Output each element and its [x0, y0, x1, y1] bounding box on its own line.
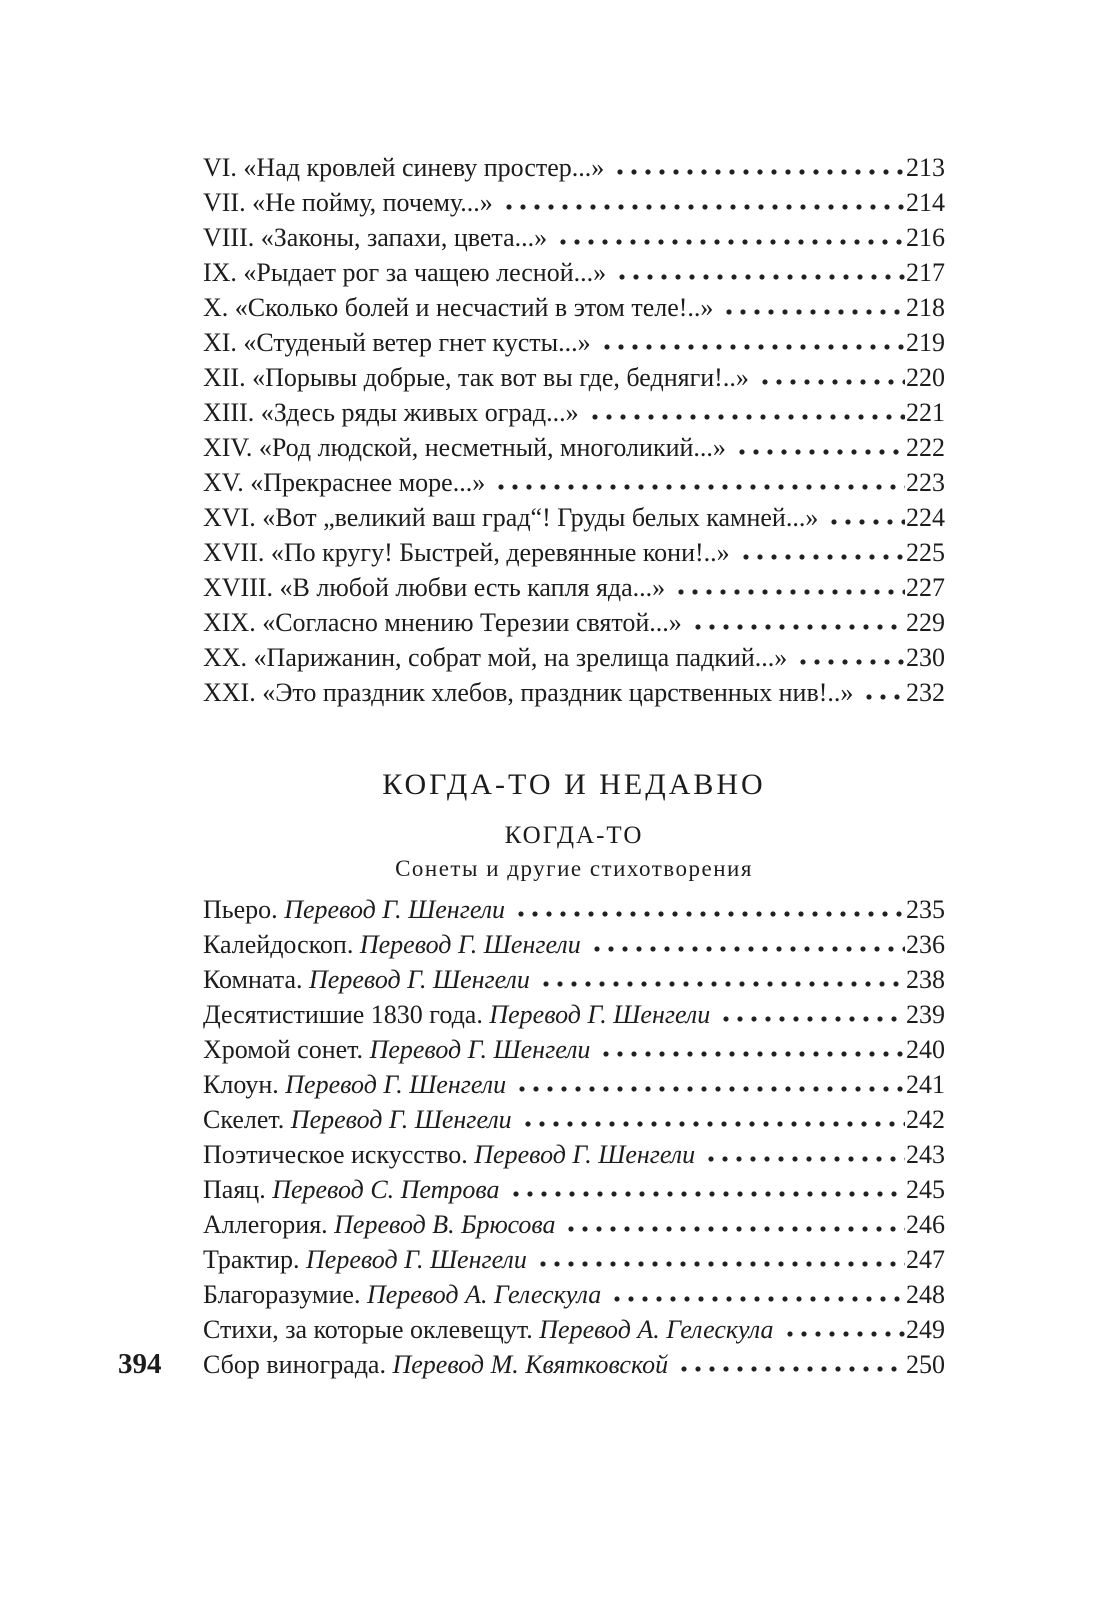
dot-leader [562, 1214, 905, 1233]
toc-entry [203, 962, 945, 997]
dot-leader [554, 227, 905, 246]
toc-entry [203, 430, 945, 465]
toc-entry-page: 224 [906, 503, 945, 532]
toc-entry-translator: Перевод А. Гелескула [360, 1280, 602, 1309]
toc-entry-page: 227 [906, 573, 945, 602]
dot-leader [825, 507, 905, 526]
dot-leader [672, 577, 905, 596]
dot-leader [689, 612, 905, 631]
dot-leader [720, 297, 905, 316]
dot-leader [513, 1074, 905, 1093]
toc-entry-page: 218 [906, 293, 945, 322]
section-heading: КОГДА-ТО И НЕДАВНО [382, 768, 766, 801]
dot-leader [507, 1179, 905, 1198]
dot-leader [794, 647, 905, 666]
toc-entry [203, 185, 945, 220]
toc-entry [203, 997, 945, 1032]
dot-leader [537, 969, 905, 988]
toc-entry-title: Скелет. Перевод Г. Шенгели [203, 1105, 512, 1134]
toc-entry [203, 640, 945, 675]
toc-entry [203, 1207, 945, 1242]
toc-entry [203, 255, 945, 290]
toc-entry-translator: Перевод С. Петрова [265, 1175, 500, 1204]
toc-entry-title: Стихи, за которые оклевещут. Перевод А. Гелескула [203, 1315, 774, 1344]
toc-entry-page: 221 [906, 398, 945, 427]
toc-entry-page: 217 [906, 258, 945, 287]
toc-entry-title: Трактир. Перевод Г. Шенгели [203, 1245, 527, 1274]
dot-leader [733, 437, 905, 456]
toc-entry-title: Аллегория. Перевод В. Брюсова [203, 1210, 556, 1239]
toc-entry-title: XVI. «Вот „великий ваш град“! Груды белых камней...» [203, 503, 819, 532]
toc-entry-page: 236 [906, 930, 945, 959]
toc-entry-page: 247 [906, 1245, 945, 1274]
dot-leader [492, 472, 905, 491]
dot-leader [737, 542, 905, 561]
toc-entry-translator: Перевод Г. Шенгели [353, 930, 581, 959]
toc-entry-title: Комната. Перевод Г. Шенгели [203, 965, 530, 994]
toc-entry [203, 1242, 945, 1277]
toc-entry-page: 240 [906, 1035, 945, 1064]
toc-entry-title: Десятистишие 1830 года. Перевод Г. Шенгели [203, 1000, 711, 1029]
toc-entry-title: XV. «Прекраснее море...» [203, 468, 486, 497]
toc-entry-title: Поэтическое искусство. Перевод Г. Шенгели [203, 1140, 696, 1169]
toc-entry-title: Клоун. Перевод Г. Шенгели [203, 1070, 507, 1099]
toc-entry-translator: Перевод Г. Шенгели [278, 1070, 507, 1099]
dot-leader [519, 1109, 905, 1128]
toc-entry [203, 1137, 945, 1172]
dot-leader [598, 332, 905, 351]
toc-entry [203, 1277, 945, 1312]
dot-leader [675, 1354, 905, 1373]
dot-leader [588, 934, 905, 953]
toc-entry-translator: Перевод А. Гелескула [532, 1315, 774, 1344]
toc-entry-page: 216 [906, 223, 945, 252]
dot-leader [860, 682, 905, 701]
toc-entry [203, 1172, 945, 1207]
toc-entry-title: X. «Сколько болей и несчастий в этом теле!..» [203, 293, 714, 322]
toc-entry-title: Калейдоскоп. Перевод Г. Шенгели [203, 930, 581, 959]
toc-entry-title: XX. «Парижанин, собрат мой, на зрелища падкий...» [203, 643, 788, 672]
toc-entry [203, 360, 945, 395]
toc-entry-page: 241 [906, 1070, 945, 1099]
toc-entry-translator: Перевод Г. Шенгели [302, 965, 530, 994]
toc-entry [203, 1102, 945, 1137]
toc-entry-translator: Перевод Г. Шенгели [277, 895, 506, 924]
toc-entry-translator: Перевод Г. Шенгели [284, 1105, 512, 1134]
toc-entry [203, 465, 945, 500]
toc-entry [203, 325, 945, 360]
toc-entry-page: 220 [906, 363, 945, 392]
dot-leader [512, 899, 905, 918]
toc-entry-title: Паяц. Перевод С. Петрова [203, 1175, 500, 1204]
toc-entry-page: 245 [906, 1175, 945, 1204]
toc-entry-title: VII. «Не пойму, почему...» [203, 188, 493, 217]
toc-entry [203, 500, 945, 535]
toc-entry [203, 290, 945, 325]
dot-leader [717, 1004, 905, 1023]
toc-entry-title: XXI. «Это праздник хлебов, праздник царственных нив!..» [203, 678, 854, 707]
toc-entry-title: Благоразумие. Перевод А. Гелескула [203, 1280, 602, 1309]
toc-entry-title: Хромой сонет. Перевод Г. Шенгели [203, 1035, 591, 1064]
toc-entry [203, 927, 945, 962]
toc-entry [203, 1067, 945, 1102]
dot-leader [702, 1144, 905, 1163]
toc-entry-page: 248 [906, 1280, 945, 1309]
toc-entry-title: XII. «Порывы добрые, так вот вы где, бедняги!..» [203, 363, 749, 392]
toc-entry-title: XIX. «Согласно мнению Терезии святой...» [203, 608, 682, 637]
toc-entry-translator: Перевод Г. Шенгели [467, 1140, 696, 1169]
toc-entry-page: 250 [906, 1350, 945, 1379]
toc-entry-title: XI. «Студеный ветер гнет кусты...» [203, 328, 591, 357]
toc-entry-translator: Перевод Г. Шенгели [299, 1245, 527, 1274]
toc-entry-title: VIII. «Законы, запахи, цвета...» [203, 223, 548, 252]
toc-entry-title: XIII. «Здесь ряды живых оград...» [203, 398, 579, 427]
toc-entry-page: 242 [906, 1105, 945, 1134]
toc-entry-page: 223 [906, 468, 945, 497]
toc-entry [203, 1032, 945, 1067]
toc-entry-page: 232 [906, 678, 945, 707]
toc-entry-page: 239 [906, 1000, 945, 1029]
toc-entry-page: 243 [906, 1140, 945, 1169]
toc-entry-translator: Перевод В. Брюсова [327, 1210, 556, 1239]
toc-entry-title: XVII. «По кругу! Быстрей, деревянные кони!..» [203, 538, 730, 567]
dot-leader [781, 1319, 905, 1338]
toc-entry-title: VI. «Над кровлей синеву простер...» [203, 153, 605, 182]
toc-entry-page: 230 [906, 643, 945, 672]
toc-entry-page: 213 [906, 153, 945, 182]
toc-entry-translator: Перевод Г. Шенгели [482, 1000, 711, 1029]
toc-entry-page: 249 [906, 1315, 945, 1344]
toc-entry [203, 892, 945, 927]
toc-entry-page: 238 [906, 965, 945, 994]
toc-entry [203, 1312, 945, 1347]
toc-section-1 [203, 150, 945, 710]
page-number: 394 [118, 1348, 162, 1380]
toc-entry-page: 219 [906, 328, 945, 357]
toc-entry [203, 395, 945, 430]
toc-entry [203, 605, 945, 640]
toc-entry-page: 229 [906, 608, 945, 637]
toc-entry-title: IX. «Рыдает рог за чащею лесной...» [203, 258, 607, 287]
toc-entry-title: Сбор винограда. Перевод М. Квятковской [203, 1350, 669, 1379]
toc-entry-page: 246 [906, 1210, 945, 1239]
toc-entry [203, 150, 945, 185]
toc-entry [203, 1347, 945, 1382]
subsection-heading: КОГДА-ТО [504, 822, 644, 849]
toc-entry [203, 570, 945, 605]
toc-entry-page: 222 [906, 433, 945, 462]
toc-entry [203, 675, 945, 710]
toc-entry [203, 535, 945, 570]
toc-entry-title: Пьеро. Перевод Г. Шенгели [203, 895, 506, 924]
toc-entry [203, 220, 945, 255]
toc-entry-translator: Перевод М. Квятковской [385, 1350, 669, 1379]
dot-leader [611, 157, 905, 176]
toc-entry-title: XVIII. «В любой любви есть капля яда...» [203, 573, 666, 602]
dot-leader [613, 262, 905, 281]
toc-entry-translator: Перевод Г. Шенгели [363, 1035, 591, 1064]
toc-section-2 [203, 892, 945, 1382]
dot-leader [500, 192, 905, 211]
toc-entry-page: 214 [906, 188, 945, 217]
subsection-subtitle: Сонеты и другие стихотворения [395, 856, 753, 881]
dot-leader [608, 1284, 905, 1303]
dot-leader [586, 402, 905, 421]
dot-leader [534, 1249, 905, 1268]
dot-leader [756, 367, 905, 386]
toc-entry-page: 225 [906, 538, 945, 567]
table-of-contents [203, 150, 945, 1382]
dot-leader [597, 1039, 905, 1058]
toc-entry-page: 235 [906, 895, 945, 924]
toc-entry-title: XIV. «Род людской, несметный, многоликий...» [203, 433, 726, 462]
